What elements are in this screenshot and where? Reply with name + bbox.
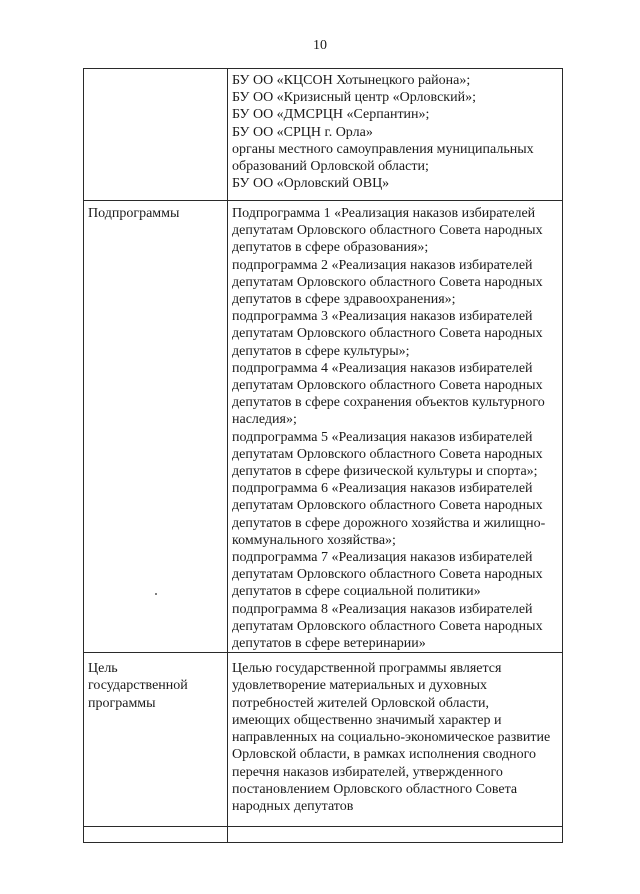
text-line: БУ ОО «Кризисный центр «Орловский»; [232, 90, 476, 106]
text-line: депутатов в сфере дорожного хозяйства и жилищно- [232, 515, 546, 531]
row-label-cell [84, 653, 228, 827]
text-line: депутатов в сфере ветеринарии» [232, 636, 426, 652]
text-line: депутатам Орловского областного Совета народных [232, 618, 543, 634]
text-line: Целью государственной программы является [232, 661, 502, 677]
passport-table [83, 68, 563, 843]
text-line: БУ ОО «КЦСОН Хотынецкого района»; [232, 73, 471, 88]
row-label: государственной [88, 678, 188, 694]
text-line: подпрограмма 5 «Реализация наказов избирателей [232, 429, 533, 445]
text-line: Орловской области, в рамках исполнения сводного [232, 747, 536, 763]
text-line: депутатам Орловского областного Совета народных [232, 378, 543, 394]
text-line: депутатов в сфере образования»; [232, 240, 429, 256]
text-line: постановлением Орловского областного Совета [232, 781, 518, 797]
text-line: депутатов в сфере культуры»; [232, 343, 410, 359]
row-content-cell [228, 827, 563, 843]
text-line: коммунального хозяйства»; [232, 532, 396, 548]
row-label: Подпрограммы [88, 206, 180, 221]
text-line: депутатов в сфере сохранения объектов культурного [232, 395, 545, 411]
row-label: Цель [88, 661, 118, 677]
text-line: подпрограмма 3 «Реализация наказов избирателей [232, 309, 533, 325]
text-line: перечня наказов избирателей, утвержденного [232, 764, 503, 780]
text-line: депутатам Орловского областного Совета народных [232, 274, 543, 290]
text-line: депутатам Орловского областного Совета народных [232, 326, 543, 342]
table-row-goal [84, 653, 563, 827]
text-line: подпрограмма 8 «Реализация наказов избирателей [232, 601, 533, 617]
text-line: депутатов в сфере социальной политики» [232, 584, 481, 600]
text-line: подпрограмма 7 «Реализация наказов избирателей [232, 550, 533, 566]
text-line: БУ ОО «СРЦН г. Орла» [232, 124, 373, 140]
table-row-executors [84, 69, 563, 201]
text-line: депутатам Орловского областного Совета народных [232, 223, 543, 239]
row-label-cell [84, 201, 228, 653]
table-row-subprograms [84, 201, 563, 653]
text-line: Подпрограмма 1 «Реализация наказов избирателей [232, 206, 536, 221]
text-line: подпрограмма 2 «Реализация наказов избирателей [232, 257, 533, 273]
text-line: удовлетворение материальных и духовных [232, 678, 488, 694]
text-line: депутатов в сфере здравоохранения»; [232, 292, 456, 308]
text-line: органы местного самоуправления муниципальных [232, 141, 534, 157]
text-line: подпрограмма 4 «Реализация наказов избирателей [232, 360, 533, 376]
text-line: имеющих общественно значимый характер и [232, 712, 502, 728]
row-label-cell [84, 827, 228, 843]
text-line: депутатам Орловского областного Совета народных [232, 446, 543, 462]
row-label-cell [84, 69, 228, 201]
row-label: программы [88, 695, 156, 711]
text-line: народных депутатов [232, 798, 354, 814]
text-line: депутатов в сфере физической культуры и спорта»; [232, 464, 538, 480]
table-row-continuation [84, 827, 563, 843]
text-line: наследия»; [232, 412, 297, 428]
text-line: БУ ОО «Орловский ОВЦ» [232, 176, 390, 192]
text-line: направленных на социально-экономическое развитие [232, 730, 551, 746]
scan-speck [155, 593, 157, 595]
text-line: депутатам Орловского областного Совета народных [232, 567, 543, 583]
row-content-cell [228, 201, 563, 653]
text-line: образований Орловской области; [232, 159, 429, 175]
text-line: подпрограмма 6 «Реализация наказов избирателей [232, 481, 533, 497]
text-line: потребностей жителей Орловской области, [232, 695, 490, 711]
text-line: БУ ОО «ДМСРЦН «Серпантин»; [232, 107, 430, 123]
row-content-cell [228, 69, 563, 201]
text-line: депутатам Орловского областного Совета народных [232, 498, 543, 514]
row-content-cell [228, 653, 563, 827]
page-number: 10 [313, 38, 327, 53]
